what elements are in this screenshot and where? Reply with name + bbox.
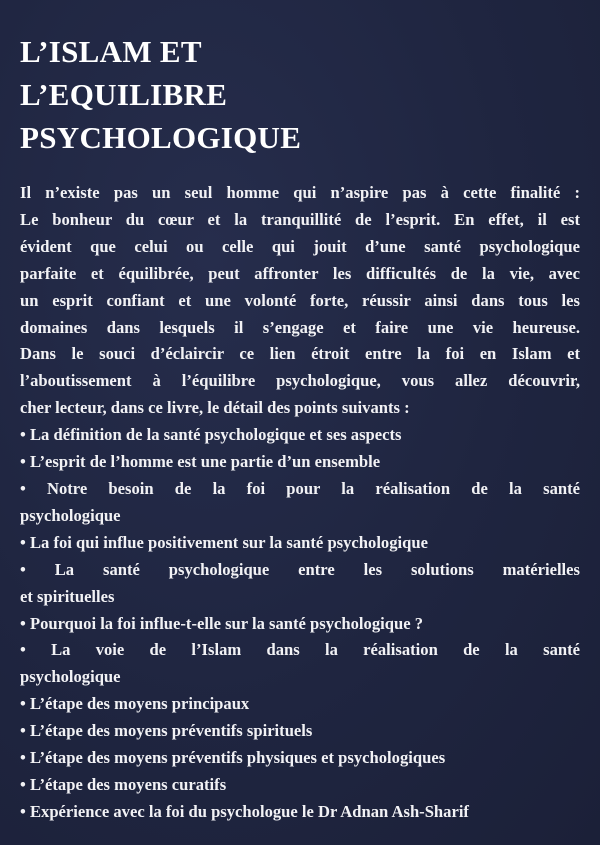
list-item: [20, 745, 580, 772]
list-item: [20, 476, 580, 530]
list-item-text: • Pourquoi la foi influe-t-elle sur la santé psychologique ?: [20, 613, 424, 633]
list-item: [20, 449, 580, 476]
list-item-text: • La foi qui influe positivement sur la santé psychologique: [20, 532, 428, 552]
list-item-text: • La santé psychologique entre les solutions matérielles: [20, 559, 580, 579]
list-item: [20, 799, 580, 826]
intro-line: Dans le souci d’éclaircir ce lien étroit entre la foi en Islam et: [20, 344, 580, 364]
list-item: [20, 611, 580, 638]
list-item: [20, 772, 580, 799]
intro-line: un esprit confiant et une volonté forte, réussir ainsi dans tous les: [20, 290, 580, 310]
intro-line: cher lecteur, dans ce livre, le détail des points suivants :: [20, 398, 410, 418]
list-item: [20, 557, 580, 611]
list-item-text-continued: et spirituelles: [20, 586, 115, 606]
list-item-text-continued: psychologique: [20, 505, 121, 525]
intro-line: parfaite et équilibrée, peut affronter les difficultés de la vie, avec: [20, 263, 580, 283]
list-item-text: • La voie de l’Islam dans la réalisation de la santé: [20, 640, 580, 660]
intro-line: évident que celui ou celle qui jouit d’une santé psychologique: [20, 236, 580, 256]
list-item: [20, 637, 580, 691]
list-item-text: • L’esprit de l’homme est une partie d’un ensemble: [20, 452, 381, 472]
list-item-text: • L’étape des moyens curatifs: [20, 774, 227, 794]
topics-list: [20, 422, 580, 826]
list-item: [20, 422, 580, 449]
intro-line: Il n’existe pas un seul homme qui n’aspire pas à cette finalité :: [20, 183, 580, 202]
list-item-text: • La définition de la santé psychologique et ses aspects: [20, 425, 402, 445]
intro-line: domaines dans lesquels il s’engage et faire une vie heureuse.: [20, 317, 580, 337]
list-item: [20, 718, 580, 745]
intro-line: l’aboutissement à l’équilibre psychologique, vous allez découvrir,: [20, 371, 580, 391]
title-line-1: L’ISLAM ET: [20, 34, 202, 69]
intro-line: Le bonheur du cœur et la tranquillité de l’esprit. En effet, il est: [20, 209, 580, 229]
back-cover-text: [20, 180, 580, 826]
list-item-text: • L’étape des moyens principaux: [20, 694, 250, 714]
list-item: [20, 530, 580, 557]
list-item-text: • L’étape des moyens préventifs spirituels: [20, 721, 313, 741]
title-line-2: L’EQUILIBRE: [20, 77, 228, 112]
list-item-text-continued: psychologique: [20, 667, 121, 687]
book-title: [20, 30, 301, 159]
title-line-3: PSYCHOLOGIQUE: [20, 120, 302, 155]
list-item: [20, 691, 580, 718]
intro-paragraph: [20, 180, 580, 422]
list-item-text: • Expérience avec la foi du psychologue le Dr Adnan Ash-Sharif: [20, 801, 469, 821]
list-item-text: • Notre besoin de la foi pour la réalisation de la santé: [20, 478, 580, 498]
list-item-text: • L’étape des moyens préventifs physiques et psychologiques: [20, 748, 446, 768]
